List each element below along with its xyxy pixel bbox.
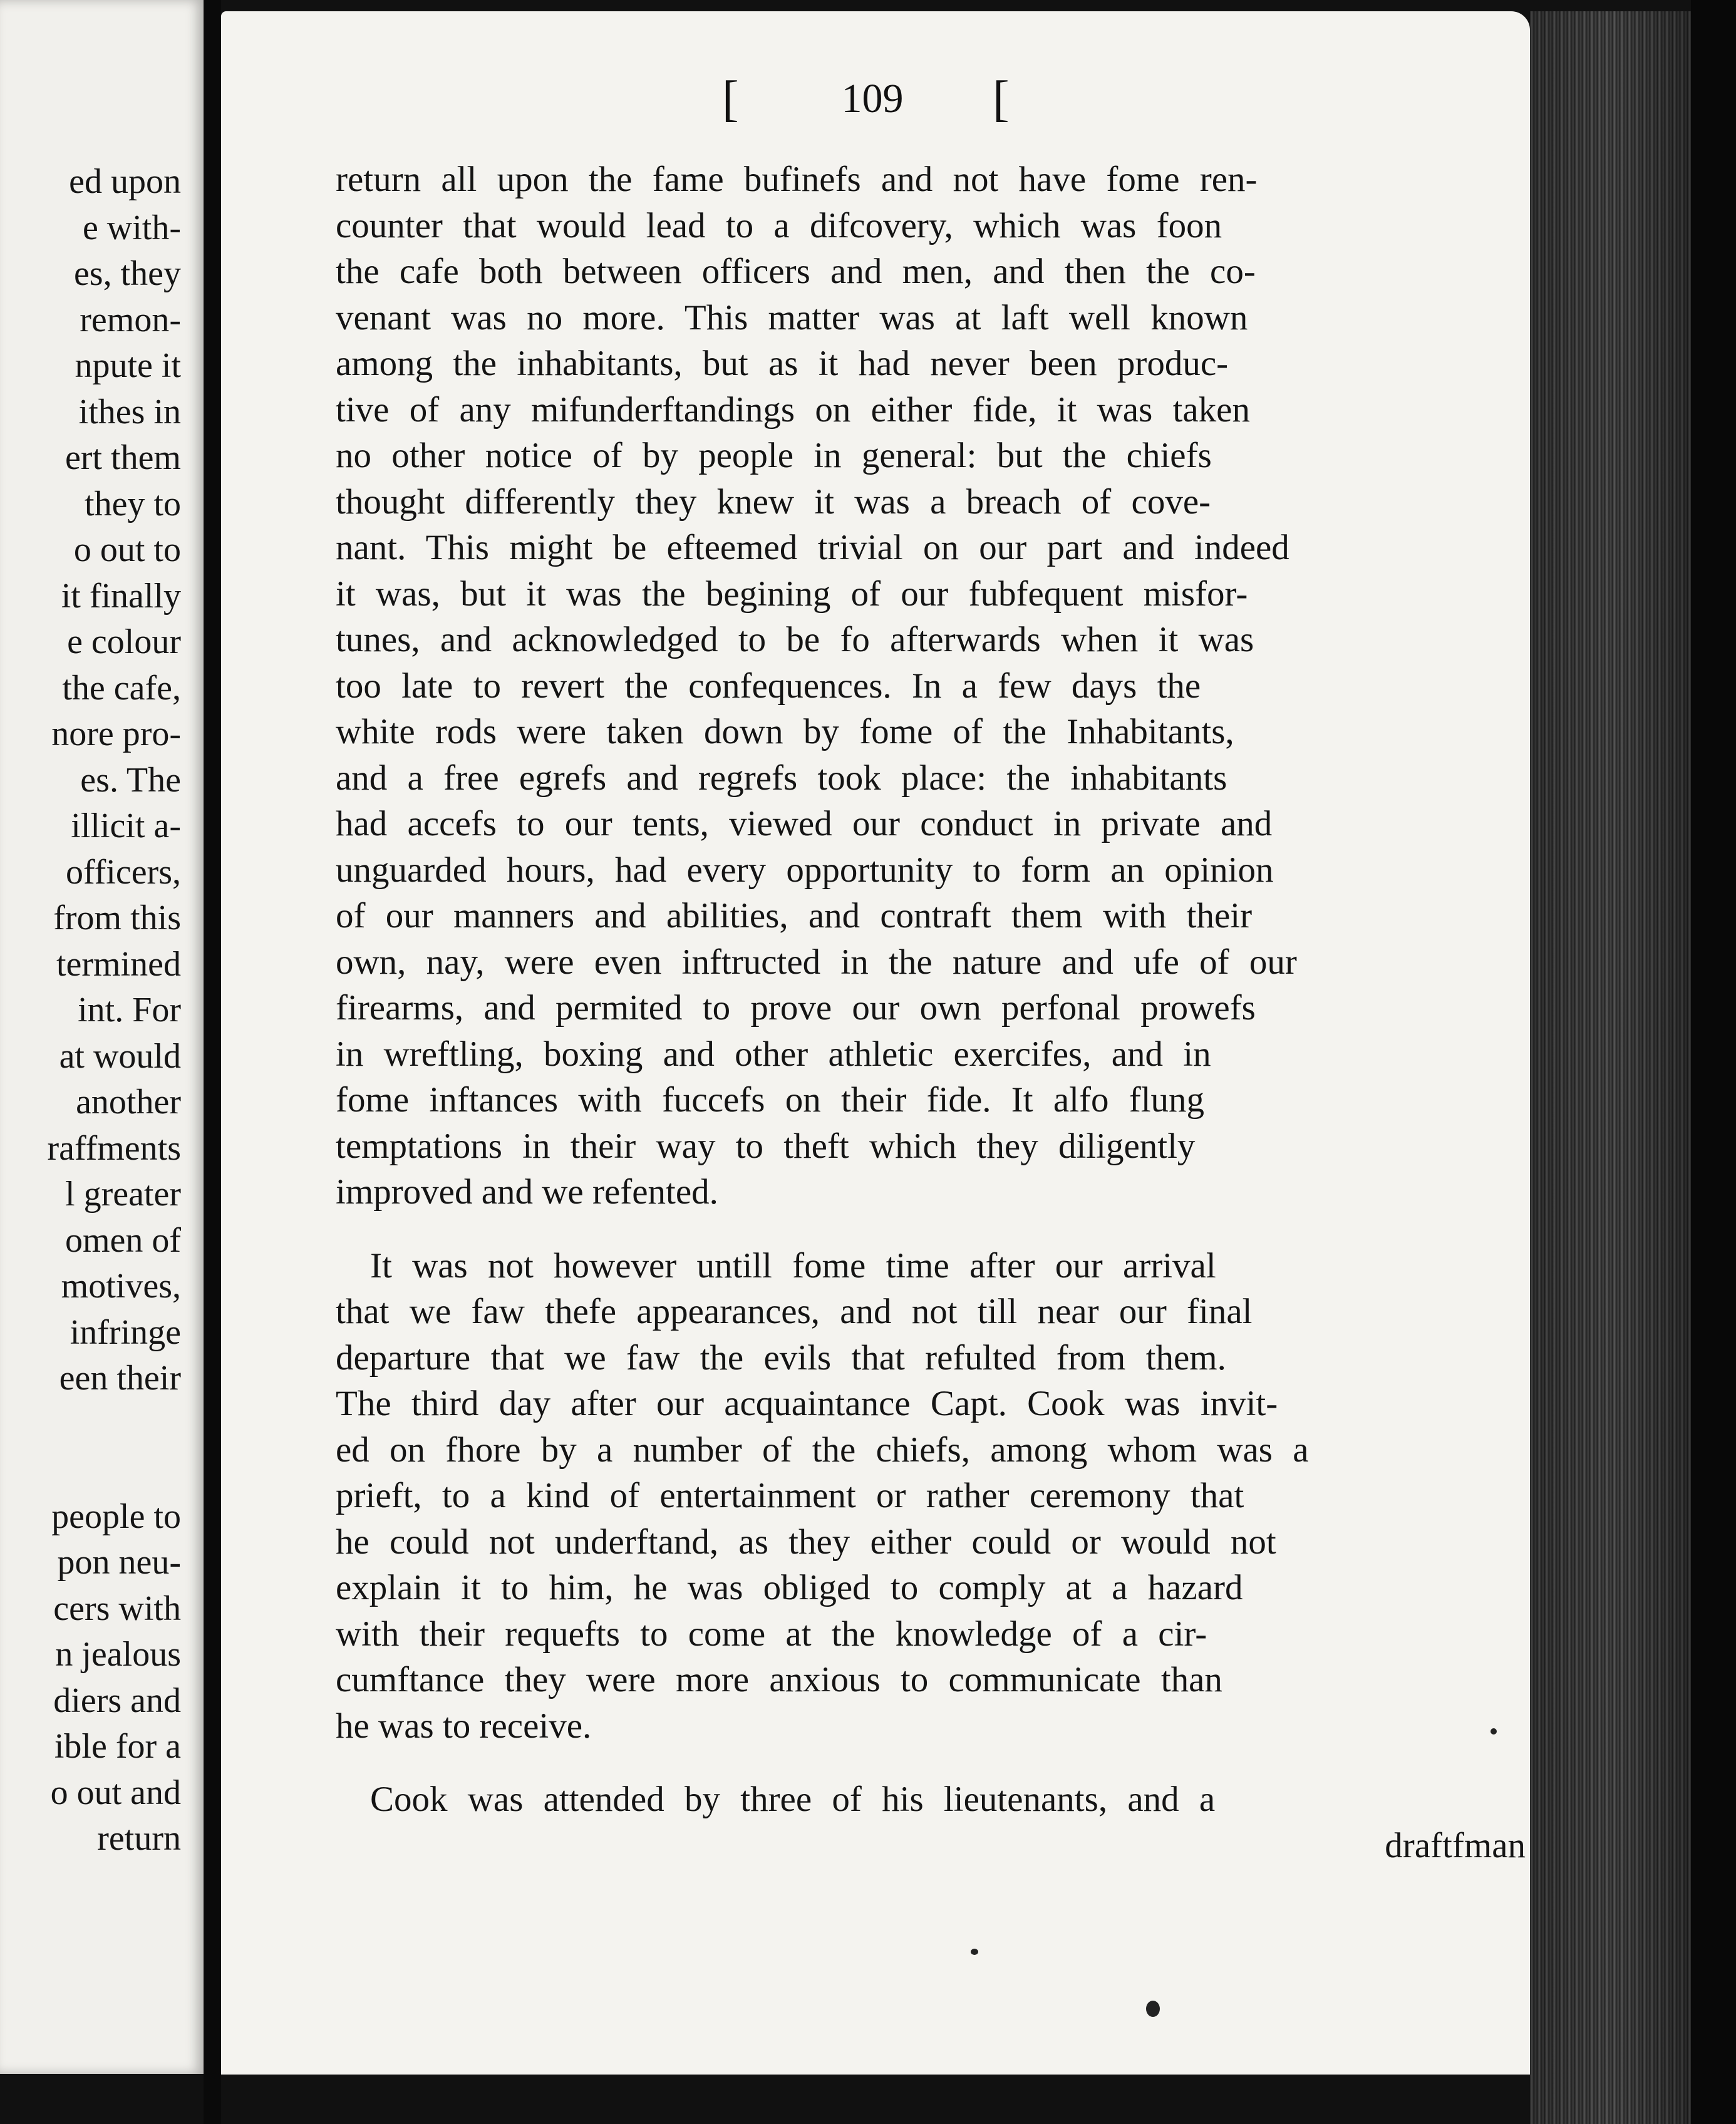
left-page-line: e with- (82, 208, 181, 247)
left-page-line: at would (59, 1036, 181, 1076)
left-page-line: they to (85, 484, 181, 523)
paragraph-gap (336, 1215, 1526, 1243)
page-header (221, 71, 1530, 127)
left-page-line: cers with (53, 1589, 181, 1628)
text-line: cumftance they were more anxious to communicate than (336, 1660, 1222, 1699)
text-line: ed on fhore by a number of the chiefs, among whom was a (336, 1430, 1309, 1470)
left-page-line (47, 1448, 181, 1494)
left-page-line: raffments (47, 1128, 181, 1168)
text-line: draftfman (1385, 1825, 1526, 1865)
left-page-line: pon neu- (57, 1543, 181, 1582)
text-line: counter that would lead to a difcovery, which was foon (336, 205, 1222, 245)
header-bracket-left: [ (722, 71, 739, 126)
text-line: that we faw thefe appearances, and not till near our final (336, 1292, 1253, 1331)
left-page-line: e colour (67, 622, 181, 661)
text-line: it was, but it was the begining of our fubfequent misfor- (336, 574, 1248, 614)
text-line: with their requefts to come at the knowledge of a cir- (336, 1614, 1207, 1654)
text-line: he could not underftand, as they either could or would not (336, 1522, 1276, 1562)
text-line: the cafe both between officers and men, and then the co- (336, 252, 1256, 291)
book-gutter (204, 0, 221, 2124)
ink-spot (971, 1949, 978, 1955)
left-page-line: ithes in (78, 392, 181, 431)
text-line: nant. This might be efteemed trivial on our part and indeed (336, 528, 1289, 567)
left-page-line: illicit a- (71, 807, 181, 845)
text-line: temptations in their way to theft which they diligently (336, 1126, 1196, 1166)
ink-spot (1491, 1728, 1497, 1735)
left-page-line: the cafe, (62, 668, 181, 708)
text-line: had accefs to our tents, viewed our conduct in private and (336, 804, 1273, 843)
text-line: he was to receive. (336, 1706, 592, 1746)
text-line: firearms, and permited to prove our own perfonal prowefs (336, 988, 1256, 1028)
left-page-line: it finally (61, 576, 181, 616)
text-line: unguarded hours, had every opportunity to form an opinion (336, 850, 1274, 890)
left-page-line: o out to (73, 530, 181, 569)
text-line: departure that we faw the evils that refulted from them. (336, 1338, 1226, 1378)
left-page-line: nore pro- (51, 714, 181, 753)
left-page-line: o out and (50, 1773, 181, 1812)
left-page-line: from this (53, 899, 181, 937)
ink-spot (1146, 2001, 1160, 2017)
text-line: among the inhabitants, but as it had never been produc- (336, 344, 1229, 383)
text-line: prieft, to a kind of entertainment or rather ceremony that (336, 1476, 1244, 1515)
text-line: tive of any mifunderftandings on either fide, it was taken (336, 389, 1250, 430)
text-line: own, nay, were even inftructed in the nature and ufe of our (336, 942, 1297, 982)
left-page-line: es. The (80, 760, 181, 800)
left-page-line: ible for a (54, 1727, 181, 1766)
text-line: in wreftling, boxing and other athletic exercifes, and in (336, 1034, 1211, 1074)
left-page-line: l greater (65, 1175, 181, 1214)
left-page-line: infringe (70, 1312, 181, 1352)
left-page-line: return (97, 1819, 181, 1858)
text-line: The third day after our acquaintance Capt. Cook was invit- (336, 1384, 1278, 1423)
text-line: explain it to him, he was obliged to comply at a hazard (336, 1568, 1243, 1607)
left-page-line: es, they (73, 254, 181, 293)
text-line: and a free egrefs and regrefs took place: the inhabitants (336, 758, 1227, 798)
text-line: venant was no more. This matter was at laft well known (336, 297, 1248, 338)
left-page-line: omen of (65, 1220, 181, 1260)
text-line: too late to revert the confequences. In a few days the (336, 666, 1201, 706)
left-page-line: another (76, 1083, 181, 1121)
text-line: thought differently they knew it was a breach of cove- (336, 482, 1211, 522)
text-line: return all upon the fame bufinefs and not have fome ren- (336, 160, 1258, 199)
left-page-line: een their (59, 1359, 181, 1398)
left-page-line: int. For (78, 991, 181, 1029)
left-page-line: n jealous (55, 1635, 181, 1674)
text-line: Cook was attended by three of his lieutenants, and a (370, 1780, 1216, 1819)
left-page-text (47, 159, 181, 1862)
page-number: 109 (841, 76, 904, 121)
left-page-line: remon- (80, 300, 181, 339)
left-page-line: termined (56, 944, 181, 984)
text-line: no other notice of by people in general: but the chiefs (336, 436, 1212, 475)
left-page-line: ert them (65, 438, 181, 477)
text-line: It was not however untill fome time after our arrival (370, 1245, 1216, 1286)
left-page-line: npute it (75, 346, 181, 385)
paragraph-gap (336, 1749, 1526, 1776)
text-line: improved and we refented. (336, 1172, 718, 1212)
left-page-line (47, 1402, 181, 1448)
page-body-text (336, 157, 1526, 1869)
left-page-line: ed upon (69, 162, 181, 201)
scan-border-right (1691, 0, 1736, 2124)
left-page-line: officers, (66, 852, 181, 892)
text-line: white rods were taken down by fome of the Inhabitants, (336, 712, 1234, 751)
left-page-line: people to (51, 1497, 181, 1536)
header-bracket-right: [ (993, 71, 1010, 126)
text-line: fome inftances with fuccefs on their fide. It alfo flung (336, 1080, 1205, 1120)
text-line: tunes, and acknowledged to be fo afterwards when it was (336, 620, 1254, 659)
main-page (221, 11, 1530, 2075)
text-line: of our manners and abilities, and contraft them with their (336, 896, 1253, 936)
left-page-line: motives, (61, 1267, 181, 1306)
left-facing-page (0, 0, 204, 2074)
left-page-line: diers and (53, 1681, 181, 1720)
